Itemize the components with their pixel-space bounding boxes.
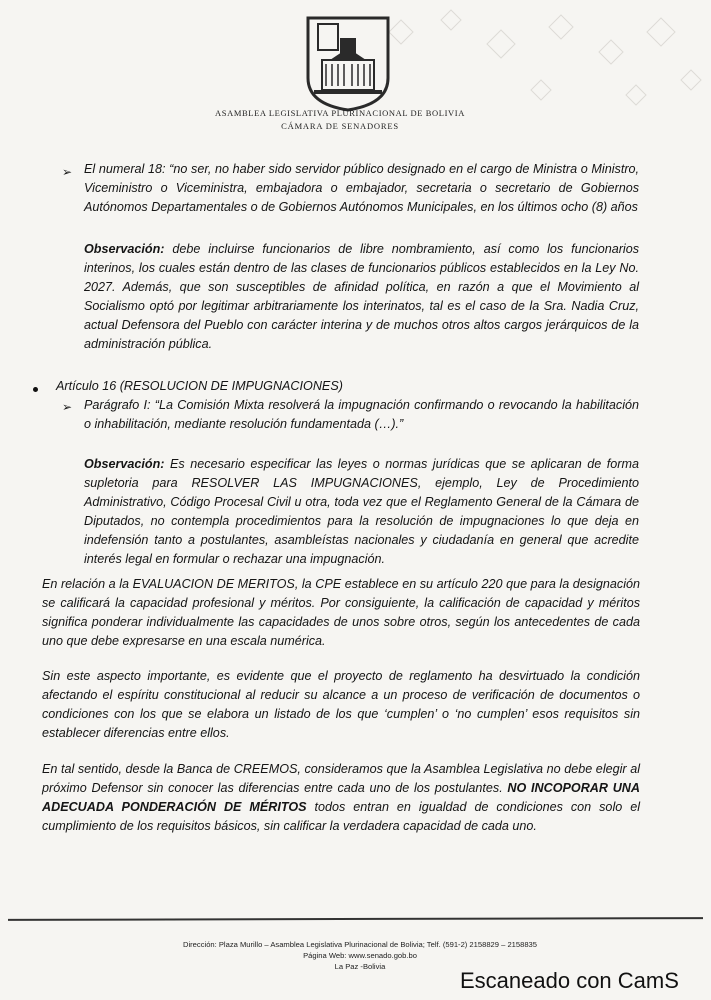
observation-1-label: Observación: <box>84 242 165 256</box>
observation-1 <box>84 240 639 354</box>
institution-name: ASAMBLEA LEGISLATIVA PLURINACIONAL DE BOLIVIA <box>215 108 465 118</box>
observation-2-text: Es necesario especificar las leyes o normas jurídicas que se aplicaran de forma supletoria para RESOLVER LAS IMPUGNACIONES, ejemplo, Ley de Procedimiento Administrativo, Código Procesal Civil u otra, toda vez que el Reglamento General de la Cámara de Diputados, no contempla procedimientos para la resolución de impugnaciones lo que deja en indefensión tanto a postulantes, asambleístas nacionales y ciudadanía en general que acredite interés legal en formular o rechazar una impugnación. <box>84 457 639 566</box>
footer-website: Página Web: www.senado.gob.bo <box>303 951 417 960</box>
numeral-18-quote: “no ser, no haber sido servidor público designado en el cargo de Ministra o Ministro, Viceministro o Viceministra, embajadora o embajador, secretaria o secretario de Gobiernos Autónomos Departamentales o de Gobiernos Autónomos Municipales, en los últimos ocho (8) años <box>84 162 640 214</box>
conclusion-bold: NO INCOPORAR UNA ADECUADA PONDERACIÓN DE MÉRITOS <box>42 781 640 814</box>
numeral-18-lead: El numeral 18: <box>84 162 166 176</box>
observation-1-text: debe incluirse funcionarios de libre nombramiento, así como los funcionarios interinos, los cuales están dentro de las clases de funcionarios públicos establecidos en la Ley No. 2027. Además, que son susceptibles de afinidad política, en razón a que el Movimiento al Socialismo optó por legitimar arbitrariamente los interinatos, tal es el caso de la Sra. Nadia Cruz, actual Defensora del Pueblo con carácter interina y de muchos otros altos cargos jerárquicos de la administración pública. <box>84 242 639 351</box>
consequence-paragraph: Sin este aspecto importante, es evidente que el proyecto de reglamento ha desvirtuado la condición afectando el espíritu constitucional al reducir su alcance a un proceso de verificación de documentos o condiciones con los que se elabora un listado de los que ‘cumplen’ o ‘no cumplen’ esos requisitos sin establecer diferencias entre ellos. <box>42 669 640 740</box>
decorative-pattern <box>381 0 711 120</box>
conclusion-rest: todos entran en igualdad de condiciones con solo el cumplimiento de los requisitos básicos, sin calificar la verdadera capacidad de cada uno. <box>42 800 640 833</box>
paragraph-i-text: Parágrafo I: “La Comisión Mixta resolverá la impugnación confirmando o revocando la habilitación o inhabilitación, mediante resolución fundamentada (…).” <box>84 398 639 431</box>
senate-building-logo <box>300 8 396 112</box>
merits-paragraph: En relación a la EVALUACION DE MERITOS, la CPE establece en su artículo 220 que para la designación se calificará la capacidad profesional y méritos. Por consiguiente, la calificación de capacidad y méritos significa ponderar individualmente las capacidades de unos sobre otros, según los antecedentes de cada uno que debe expresarse en una escala numérica. <box>42 577 640 648</box>
observation-2-label: Observación: <box>84 457 165 471</box>
observation-2 <box>84 455 639 569</box>
chamber-name: CÁMARA DE SENADORES <box>281 121 399 131</box>
article-16-title: Artículo 16 (RESOLUCION DE IMPUGNACIONES) <box>56 379 343 393</box>
scanner-watermark: Escaneado con CamS <box>460 968 679 993</box>
arrow-bullet-icon: ➢ <box>62 400 73 414</box>
footer-divider <box>8 917 703 921</box>
round-bullet-icon <box>33 387 38 392</box>
footer-city: La Paz -Bolivia <box>334 962 386 971</box>
arrow-bullet-icon: ➢ <box>62 165 73 179</box>
footer-address: Dirección: Plaza Murillo – Asamblea Legislativa Plurinacional de Bolivia; Telf. (591-2) 2158829 – 2158835 <box>182 940 538 949</box>
conclusion-text: En tal sentido, desde la Banca de CREEMOS, consideramos que la Asamblea Legislativa no debe elegir al próximo Defensor sin conocer las diferencias entre cada uno de los postulantes. <box>42 762 640 795</box>
numeral-18-text <box>84 160 639 217</box>
conclusion-paragraph <box>42 760 640 836</box>
